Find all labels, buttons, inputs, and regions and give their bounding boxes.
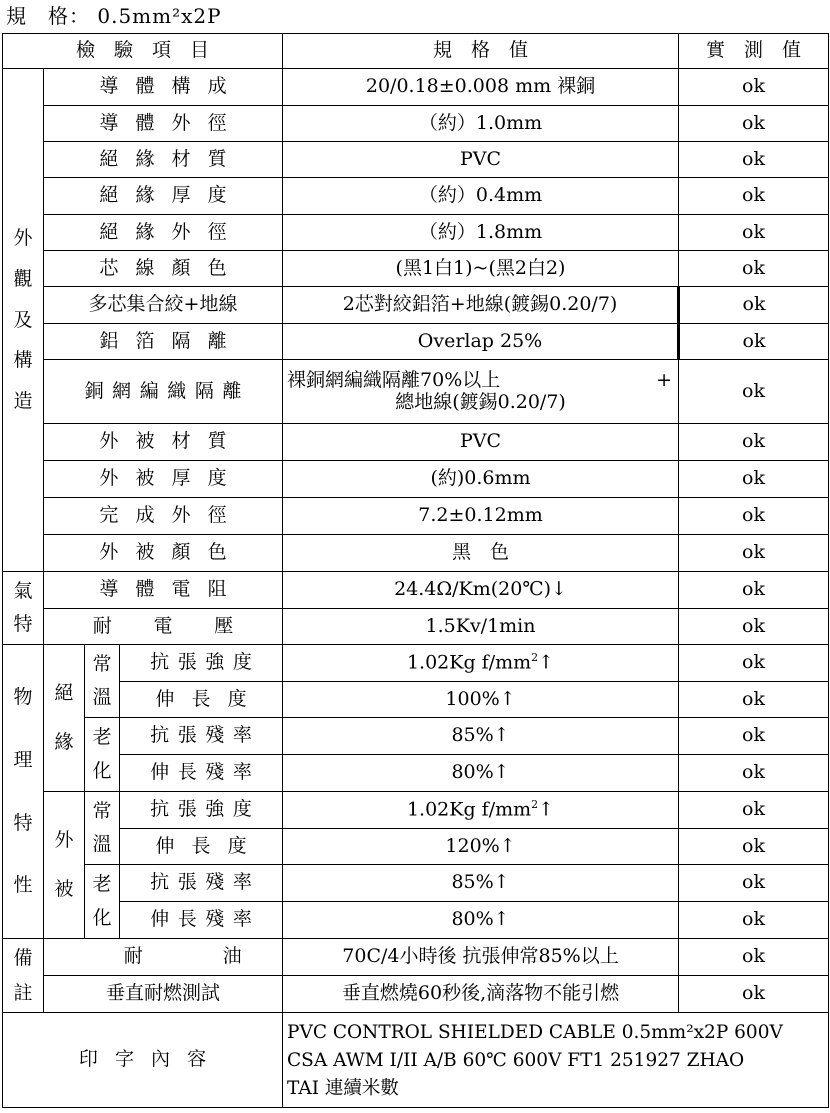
spec-value: 85%↑: [283, 718, 679, 755]
table-row: [3, 682, 829, 718]
item-label: 銅網編織隔離: [44, 360, 283, 424]
item-label: 絕緣材質: [44, 142, 283, 178]
group-jacket: 外被: [44, 792, 85, 939]
item-label: 垂直耐燃測試: [44, 976, 283, 1013]
table-row: [3, 939, 829, 976]
spec-value: 7.2±0.12mm: [283, 498, 679, 535]
group-physical: 物理特性: [3, 645, 44, 939]
group-insulation: 絕緣: [44, 645, 85, 792]
result-value: ok: [679, 609, 829, 645]
item-label: 完成外徑: [44, 498, 283, 535]
printing-row: [3, 1013, 829, 1108]
item-label: 導體電阻: [44, 572, 283, 609]
item-label: 伸長殘率: [120, 902, 283, 939]
spec-line: 規 格： 0.5mm²x2P: [6, 4, 222, 28]
cond-room-temp: 常溫: [85, 792, 120, 865]
table-row: [3, 718, 829, 755]
spec-value: 1.5Kv/1min: [283, 609, 679, 645]
item-label: 多芯集合絞+地線: [44, 287, 283, 324]
item-label: 外被材質: [44, 424, 283, 461]
table-row: [3, 609, 829, 645]
table-row: [3, 142, 829, 178]
result-value: ok: [679, 902, 829, 939]
table-row: [3, 287, 829, 324]
item-label: 伸長殘率: [120, 755, 283, 792]
spec-value: (黑1白1)~(黑2白2): [283, 251, 679, 287]
item-label: 外被厚度: [44, 461, 283, 498]
spec-value: 100%↑: [283, 682, 679, 718]
item-label: 耐油: [44, 939, 283, 976]
result-value: ok: [679, 792, 829, 829]
result-value: ok: [679, 829, 829, 865]
result-value: ok: [679, 718, 829, 755]
item-label: 芯線顏色: [44, 251, 283, 287]
spec-value: 120%↑: [283, 829, 679, 865]
item-label: 導體外徑: [44, 106, 283, 142]
spec-value: PVC: [283, 424, 679, 461]
spec-value: 黑 色: [283, 535, 679, 572]
plus-sign: +: [656, 368, 673, 391]
table-row: [3, 251, 829, 287]
table-row: [3, 360, 829, 424]
item-label: 抗張強度: [120, 792, 283, 829]
table-row: [3, 792, 829, 829]
table-row: [3, 69, 829, 106]
cond-aged: 老化: [85, 718, 120, 792]
cond-room-temp: 常溫: [85, 645, 120, 718]
table-row: [3, 498, 829, 535]
spec-value: 24.4Ω/Km(20℃)↓: [283, 572, 679, 609]
spec-value: 20/0.18±0.008 mm 裸銅: [283, 69, 679, 106]
header-row: [3, 34, 829, 69]
result-value: ok: [679, 572, 829, 609]
item-label: 導體構成: [44, 69, 283, 106]
result-value: ok: [679, 287, 829, 324]
table-row: [3, 755, 829, 792]
spec-value: 80%↑: [283, 755, 679, 792]
printing-line: CSA AWM I/II A/B 60℃ 600V FT1 251927 ZHAO: [287, 1050, 745, 1072]
item-label: 抗張強度: [120, 645, 283, 682]
spec-value: 70C/4小時後 抗張伸常85%以上: [283, 939, 679, 976]
table-row: [3, 215, 829, 251]
spec-line-1: 裸銅網編織隔離70%以上: [287, 368, 501, 391]
table-row: [3, 461, 829, 498]
header-spec: 規 格 值: [283, 34, 679, 69]
spec-value: Overlap 25%: [283, 324, 679, 360]
table-row: [3, 865, 829, 902]
table-row: [3, 178, 829, 215]
result-value: ok: [679, 645, 829, 682]
table-row: [3, 324, 829, 360]
spec-value: 80%↑: [283, 902, 679, 939]
spec-line-2: 總地線(鍍錫0.20/7): [395, 390, 566, 413]
table-row: [3, 106, 829, 142]
spec-value: (約)0.6mm: [283, 461, 679, 498]
table-row: [3, 902, 829, 939]
table-row: [3, 572, 829, 609]
printing-content: [283, 1013, 829, 1108]
result-value: ok: [679, 424, 829, 461]
result-value: ok: [679, 106, 829, 142]
spec-value: 1.02Kg $f/mm^2↑$: [283, 645, 679, 682]
spec-value: （約）1.0mm: [283, 106, 679, 142]
item-label: 鋁箔隔離: [44, 324, 283, 360]
result-value: ok: [679, 178, 829, 215]
spec-value: 2芯對絞鋁箔+地線(鍍錫0.20/7): [283, 287, 679, 324]
item-label: 伸長度: [120, 829, 283, 865]
result-value: ok: [679, 755, 829, 792]
table-row: [3, 829, 829, 865]
spec-value: （約）0.4mm: [283, 178, 679, 215]
table-row: [3, 976, 829, 1013]
spec-value: PVC: [283, 142, 679, 178]
result-value: ok: [679, 360, 829, 424]
item-label: 耐電壓: [44, 609, 283, 645]
result-value: ok: [679, 939, 829, 976]
spec-value: 1.02Kg $f/mm^2↑$: [283, 792, 679, 829]
spec-value: 垂直燃燒60秒後,滴落物不能引燃: [283, 976, 679, 1013]
item-label: 抗張殘率: [120, 718, 283, 755]
printing-label: 印字內容: [3, 1013, 283, 1108]
header-measured: 實 測 值: [679, 34, 829, 69]
printing-line: PVC CONTROL SHIELDED CABLE 0.5mm²x2P 600V: [287, 1022, 783, 1044]
header-item: 檢 驗 項 目: [3, 34, 283, 69]
spec-value: [283, 360, 679, 424]
result-value: ok: [679, 251, 829, 287]
item-label: 外被顏色: [44, 535, 283, 572]
result-value: ok: [679, 682, 829, 718]
table-row: [3, 535, 829, 572]
table-row: [3, 424, 829, 461]
spec-value: 85%↑: [283, 865, 679, 902]
item-label: 絕緣厚度: [44, 178, 283, 215]
result-value: ok: [679, 324, 829, 360]
cond-aged: 老化: [85, 865, 120, 939]
group-appearance: 外觀及構造: [3, 69, 44, 572]
result-value: ok: [679, 69, 829, 106]
result-value: ok: [679, 461, 829, 498]
result-value: ok: [679, 142, 829, 178]
table-row: [3, 645, 829, 682]
group-electrical: 氣特: [3, 572, 44, 645]
spec-value: （約）1.8mm: [283, 215, 679, 251]
result-value: ok: [679, 535, 829, 572]
result-value: ok: [679, 865, 829, 902]
item-label: 伸長度: [120, 682, 283, 718]
result-value: ok: [679, 498, 829, 535]
item-label: 抗張殘率: [120, 865, 283, 902]
inspection-table: [2, 33, 829, 1108]
item-label: 絕緣外徑: [44, 215, 283, 251]
result-value: ok: [679, 215, 829, 251]
printing-line: TAI 連續米數: [287, 1077, 399, 1099]
result-value: ok: [679, 976, 829, 1013]
group-remarks: 備註: [3, 939, 44, 1013]
